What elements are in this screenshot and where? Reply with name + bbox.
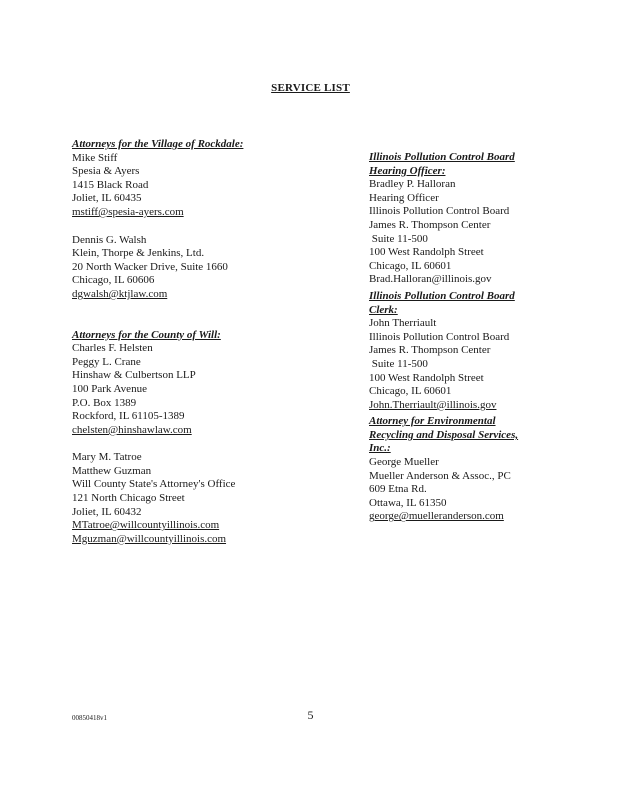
contact-line: 100 West Randolph Street (369, 246, 484, 259)
email-link[interactable]: mstiff@spesia-ayers.com (72, 205, 184, 218)
contact-line: Mueller Anderson & Assoc., PC (369, 469, 511, 482)
page-number: 5 (307, 708, 314, 722)
contact-line: John Therriault (369, 317, 437, 330)
county-will-section (72, 329, 322, 547)
contact-line: Rockford, IL 61105-1389 (72, 410, 185, 423)
email-link[interactable]: MTatroe@willcountyillinois.com (72, 519, 220, 532)
email-link[interactable]: John.Therriault@illinois.gov (369, 398, 497, 411)
clerk-section (369, 290, 569, 412)
section-heading: Recycling and Disposal Services, (369, 428, 519, 441)
contact-line: James R. Thompson Center (369, 344, 491, 357)
contact-line: Hinshaw & Culbertson LLP (72, 369, 196, 382)
email-link[interactable]: chelsten@hinshawlaw.com (72, 423, 192, 436)
contact-line: James R. Thompson Center (369, 218, 491, 231)
erds-attorney-section (369, 415, 569, 524)
contact-line: Mary M. Tatroe (72, 451, 142, 464)
contact-line: 121 North Chicago Street (72, 492, 185, 505)
contact-line: Ottawa, IL 61350 (369, 496, 447, 509)
left-column (72, 138, 322, 546)
contact-line: Mike Stiff (72, 151, 118, 164)
section-heading: Attorneys for the County of Will: (72, 328, 221, 341)
contact-line: 20 North Wacker Drive, Suite 1660 (72, 260, 228, 273)
hearing-officer-section (369, 151, 569, 287)
contact-line: 1415 Black Road (72, 178, 149, 191)
village-rockdale-section (72, 138, 322, 302)
contact-line: Joliet, IL 60432 (72, 505, 142, 518)
contact-line: Illinois Pollution Control Board (369, 330, 510, 343)
contact-line: 100 Park Avenue (72, 382, 147, 395)
contact-line: P.O. Box 1389 (72, 396, 137, 409)
section-heading: Illinois Pollution Control Board (369, 151, 515, 163)
contact-line: Chicago, IL 60601 (369, 259, 452, 272)
contact-line: Chicago, IL 60601 (369, 385, 452, 398)
section-heading: Attorneys for the Village of Rockdale: (72, 138, 244, 150)
contact-line: 100 West Randolph Street (369, 371, 484, 384)
contact-line: 609 Etna Rd. (369, 483, 427, 496)
contact-line: Chicago, IL 60606 (72, 274, 155, 287)
contact-line: Klein, Thorpe & Jenkins, Ltd. (72, 247, 205, 260)
contact-line: Joliet, IL 60435 (72, 192, 142, 205)
contact-line: Suite 11-500 (369, 357, 428, 370)
email-text[interactable]: Brad.Halloran@illinois.gov (369, 273, 492, 286)
contact-line: Hearing Officer (369, 191, 439, 204)
section-heading: Illinois Pollution Control Board (369, 289, 515, 302)
contact-line: Suite 11-500 (369, 232, 428, 245)
right-column (369, 151, 569, 524)
contact-line: Peggy L. Crane (72, 355, 141, 368)
contact-line: Dennis G. Walsh (72, 233, 147, 246)
email-link[interactable]: george@muelleranderson.com (369, 510, 504, 523)
contact-line: George Mueller (369, 456, 439, 469)
contact-line: Spesia & Ayers (72, 165, 140, 178)
contact-line: Matthew Guzman (72, 464, 152, 477)
section-heading: Attorney for Environmental (369, 415, 496, 428)
document-id: 00850418v1 (72, 714, 107, 722)
section-heading: Clerk: (369, 303, 398, 316)
page-title: SERVICE LIST (271, 82, 350, 94)
section-heading: Hearing Officer: (369, 164, 446, 177)
email-link[interactable]: Mguzman@willcountyillinois.com (72, 532, 227, 545)
section-heading: Inc.: (369, 442, 391, 455)
contact-line: Illinois Pollution Control Board (369, 205, 510, 218)
email-link[interactable]: dgwalsh@ktjlaw.com (72, 287, 168, 300)
contact-line: Bradley P. Halloran (369, 178, 456, 191)
contact-line: Will County State's Attorney's Office (72, 478, 236, 491)
contact-line: Charles F. Helsten (72, 342, 153, 355)
